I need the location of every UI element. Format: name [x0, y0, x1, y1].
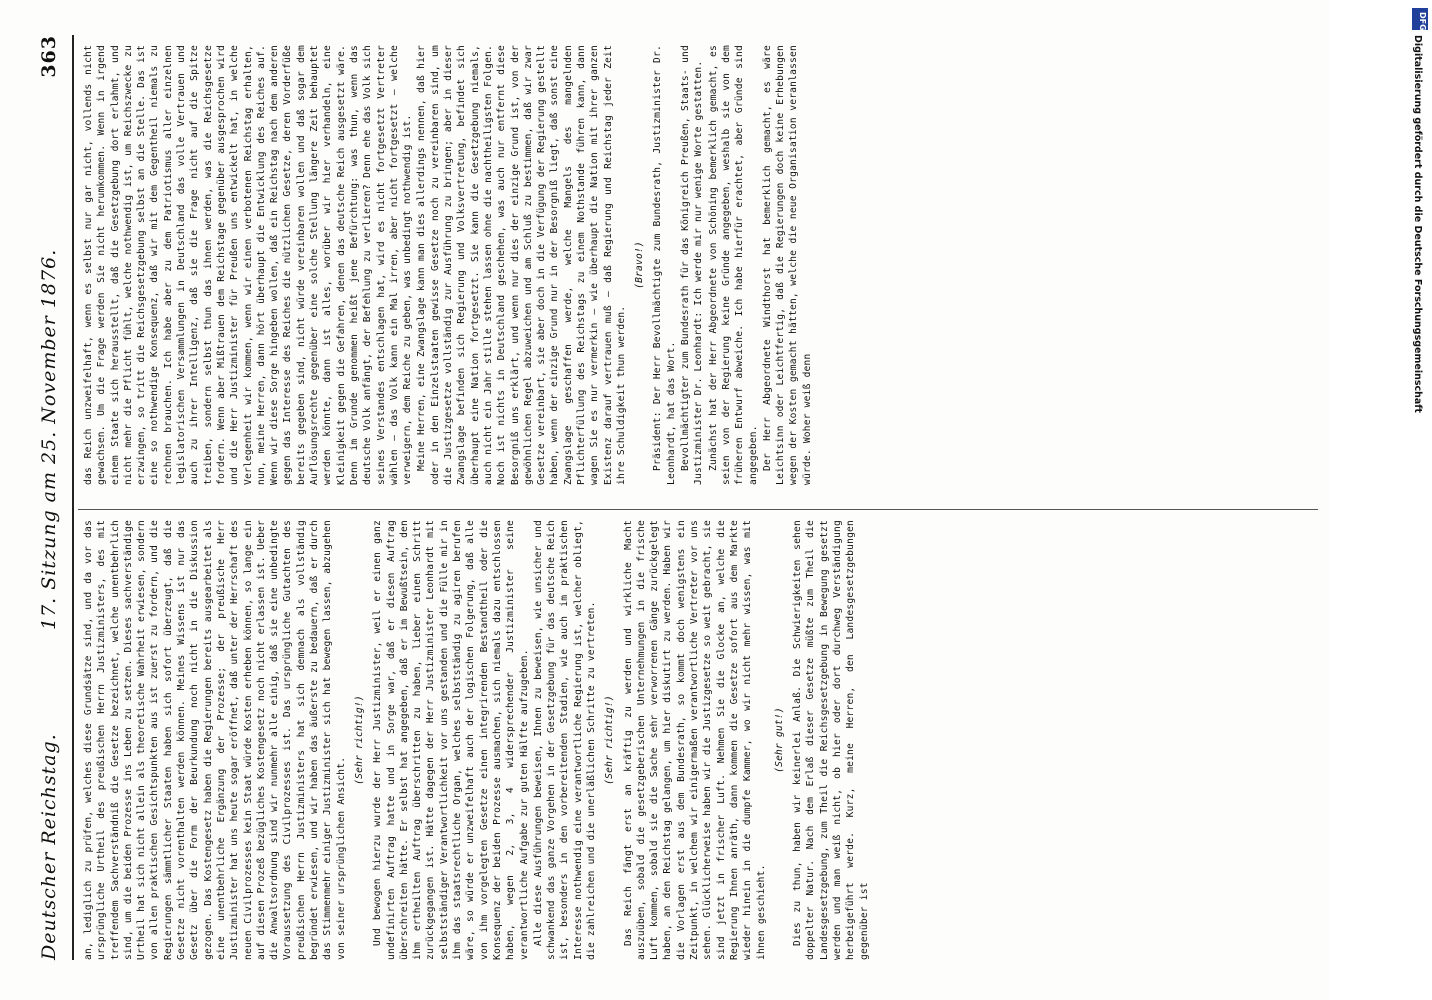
paragraph: Der Herr Abgeordnete Windthorst hat bemerklich gemacht, es wäre Leichtsinn oder Leichtfertig, daß die Regierungen doch keine Erhebungen wegen der Kosten gemacht hätten, welche die neue Organisation veranlassen würde. Woher weiß denn [761, 45, 813, 485]
left-column [82, 520, 1322, 960]
paragraph: Meine Herren, eine Zwangslage kann man dies allerdings nennen, daß hier oder in den Einzelstaaten gewisse Gesetze noch zu vereinbaren sind, um die Justizgesetze vollständig zur Ausführung zu bringen; aber in dieser Zwangslage befinden sich Regierung und Volksvertretung, befindet sich überhaupt eine Nation fortgesetzt. Sie kann die Gesetzgebung niemals, auch nicht ein Jahr stille stehen lassen ohne die nachtheiligsten Folgen. Noch ist nichts in Deutschland geschehen, was auch nur entfernt diese Besorgniß uns erklärt, und wenn nur dies der einzige Grund ist, von der gewöhnlichen Regel abzuweichen und am Schluß zu bestimmen, daß wir zwar Gesetze vereinbart, sie aber doch in die Verfügung der Regierung gestellt haben, wenn der einzige Grund nur in der Besorgniß liegt, daß sonst eine Zwangslage geschaffen werde, welche Mangels des mangelnden Pflichterfüllung des Reichstags zu einem Nothstande führen kann, dann wagen Sie es nur vermerkin — wie überhaupt die Nation mit ihrer ganzen Existenz darauf vertrauen muß — daß Regierung und Reichstag jeder Zeit ihre Schuldigkeit thun werden. [416, 45, 627, 485]
dfg-stamp-text: Digitalisierung gefördert durch die Deutsche Forschungsgemeinschaft [1412, 35, 1423, 413]
paragraph: Alle diese Ausführungen beweisen, Ihnen zu beweisen, wie unsicher und schwankend das ganze Vorgehen in der Gesetzgebung für das deutsche Reich ist, besonders in den vorbereitenden Stadien, wie auch im praktischen Interesse nothwendig eine verantwortliche Regierung ist, welcher obliegt, die zahlreichen und die unerläßlichen Schritte zu vertreten. [532, 520, 597, 960]
paragraph: das Reich unzweifelhaft, wenn es selbst nur gar nicht, vollends nicht gewachsen. Um die Frage werden Sie nicht herumkommen. Wenn in irgend einem Staate sich herausstellt, daß die Gesetzgebung dort erlahmt, und nicht mehr die Pflicht fühlt, welche nothwendig ist, um Reichszwecke zu erzwingen, so tritt die Reichsgesetzgebung selbst an die Stelle. Das ist eine so nothwendige Konsequenz, daß wir mit dem Gegentheil niemals zu rechnen brauchen. Ich habe aber zu dem Patriotismus aller einzelnen legislatorischen Versammlungen in Deutschland das volle Vertrauen und auch zu ihrer Intelligenz, daß sie die Frage nicht auf die Spitze treiben, sondern selbst thun das ihnen werden, was die Reichsgesetze fordern. Wenn aber Mißtrauen dem Reichstage gegenüber ausgesprochen wird und die Herr Justizminister für Preußen uns entwickelt hat, in welche Verlegenheit wir kommen, wenn wir einen verbotenen Reichstag erhalten, nun, meine Herren, dann hört überhaupt die Entwicklung des Reiches auf. Wenn wir diese Sorge hingeben wollen, daß ein Reichstag nach dem anderen gegen das Interesse des Reiches die nützlichen Gesetze, deren Vorderfüße bereits gegeben sind, nicht würde vereinbaren wollen und daß sogar dem Auflösungsrechte gegenüber eine solche Stellung längere Zeit behauptet werden könnte, dann ist alles, worüber wir hier verhandeln, eine Kleinigkeit gegen die Gefahren, denen das deutsche Reich ausgesetzt wäre. Denn im Grunde genommen heißt jene Befürchtung: was thun, wenn das deutsche Volk anfängt, der Befehlung zu verlieren? Denn ehe das Volk sich seines Verstandes entschlagen hat, wird es nicht fortgesetzt Vertreter wählen — das Volk kann ein Mal irren, aber nicht fortgesetzt — welche verweigern, dem Reiche zu geben, was unbedingt nothwendig ist. [83, 45, 414, 485]
dfg-logo-text: DFG [1418, 12, 1427, 31]
interjection: (Sehr richtig!) [604, 695, 616, 785]
paragraph: Das Reich fängt erst an kräftig zu werden und wirkliche Macht auszuüben, sobald die gesetzgeberischen Unternehmungen in die frische Luft kommen, sobald sie die Sache sehr verworrenen Gänge zurückgelegt haben, an den Reichstag gelangen, um hier diskutirt zu werden. Haben wir die Vorlagen erst aus dem Bundesrath, so kommt doch wenigstens ein Zeitpunkt, in welchem wir einigermaßen verantwortliche Vertreter vor uns sehen. Glücklicherweise haben wir die Justizgesetze so weit gebracht, sie sind jetzt in frischer Luft. Nehmen Sie die Glocke an, welche die Regierung Ihnen anräth, dann kommen die Gesetze sofort aus dem Markte wieder hinein in die dumpfe Kammer, wo wir nicht mehr wissen, was mit ihnen geschieht. [622, 520, 767, 960]
paragraph: Dies zu thun, haben wir keinerlei Anlaß. Die Schwierigkeiten sehen doppelter Natur. Nach dem Erlaß dieser Gesetze müßte zum Theil die Landesgesetzgebung, zum Theil die Reichsgesetzgebung in Bewegung gesetzt werden und man weiß nicht, ob hier oder dort durchweg Verständigung herbeigeführt werde. Kurz, meine Herren, den Landesgesetzgebungen gegenüber ist [792, 520, 870, 960]
interjection: (Sehr richtig!) [353, 695, 365, 785]
interjection: (Sehr gut!) [773, 707, 785, 773]
interjection: (Bravo!) [634, 241, 646, 289]
dfg-logo [1412, 8, 1428, 30]
page-number: 363 [38, 35, 60, 78]
header-rule [72, 35, 74, 960]
speaker-paragraph: Präsident: Der Herr Bevollmächtigte zum Bundesrath, Justizminister Dr. Leonhardt, hat das Wort. [652, 45, 677, 485]
page-header [38, 35, 66, 960]
paragraph: Und bewogen hierzu wurde der Herr Justizminister, weil er einen ganz undefinirten Auftrag hatte und in Sorge war, daß er diesen Auftrag überschreiten hätte. Er selbst hat angegeben, daß er im Bewußtsein, den ihm ertheilten Auftrag überschritten zu haben, lieber einen Schritt zurückgegangen ist. Hätte dagegen der Herr Justizminister Leonhardt mit selbstständiger Verantwortlichkeit vor uns gestanden und die Fülle mir in ihm das staatsrechtliche Organ, welches selbstständig zu agiren berufen wäre, so würde er unzweifelhaft auch der logischen Folgerung, daß alle von ihm vorgelegten Gesetze einen integrirenden Bestandtheil oder die Konsequenz der beiden Prozesse ausmachen, sich niemals dazu entschlossen haben, wegen 2, 3, 4 widersprechender Justizminister seine verantwortliche Aufgabe zur guten Hälfte aufzugeben. [372, 520, 530, 960]
paragraph: Zunächst hat der Herr Abgeordnete von Schöning bemerklich gemacht, es seien von der Regierung keine Gründe angegeben, weshalb sie von dem früheren Entwurf abweiche. Ich habe hierfür erachtet, aber Gründe sind angegeben. [707, 45, 759, 485]
paragraph: an, lediglich zu prüfen, welches diese Grundsätze sind, und da vor das ursprüngliche Urtheil des preußischen Herrn Justizministers, des mit treffendem Sachverständniß die Gesetze bezeichnet, welche unentbehrlich sind, um die beiden Prozesse ins Leben zu setzen. Dieses sachverständige Urtheil hat sich nicht allein als theoretische Wahrheit erwiesen, sondern von allen praktischen Gesichtspunkten aus ist zuerst zu fordern, und die Regierungen sämmtlicher Staaten haben sich sofort überzeugt, daß die Gesetze nicht vorenthalten werden können. Meines Wissens ist nur das Gesetz über die Form der Beurkundung noch nicht in die Diskussion gezogen. Das Kostengesetz haben die Regierungen bereits ausgearbeitet als eine unentbehrliche Ergänzung der Prozesse; der preußische Herr Justizminister hat uns heute sogar eröffnet, daß unter der Herrschaft des neuen Civilprozesses kein Staat würde Kosten erheben können, so lange ein auf diesen Prozeß bezügliches Kostengesetz noch nicht erlassen ist. Ueber die Anwaltsordnung sind wir nunmehr alle einig, daß sie eine unbedingte Voraussetzung des Civilprozesses ist. Das ursprüngliche Gutachten des preußischen Herrn Justizministers hat sich demnach als vollständig begründet erwiesen, und wir haben das äußerste zu bedauern, daß er durch das Stimmenmehr einiger Justizminister sich hat bewegen lassen, abzugehen von seiner ursprünglichen Ansicht. [83, 520, 347, 960]
speaker-paragraph: Bevollmächtigter zum Bundesrath für das Königreich Preußen, Staats- und Justizminister Dr. Leonhardt: Ich werde mir nur wenige Worte gestatten. [680, 45, 705, 485]
right-column [82, 45, 1322, 485]
column-divider [78, 509, 1318, 510]
header-left: Deutscher Reichstag. [38, 733, 60, 960]
header-center: 17. Sitzung am 25. November 1876. [38, 248, 60, 630]
